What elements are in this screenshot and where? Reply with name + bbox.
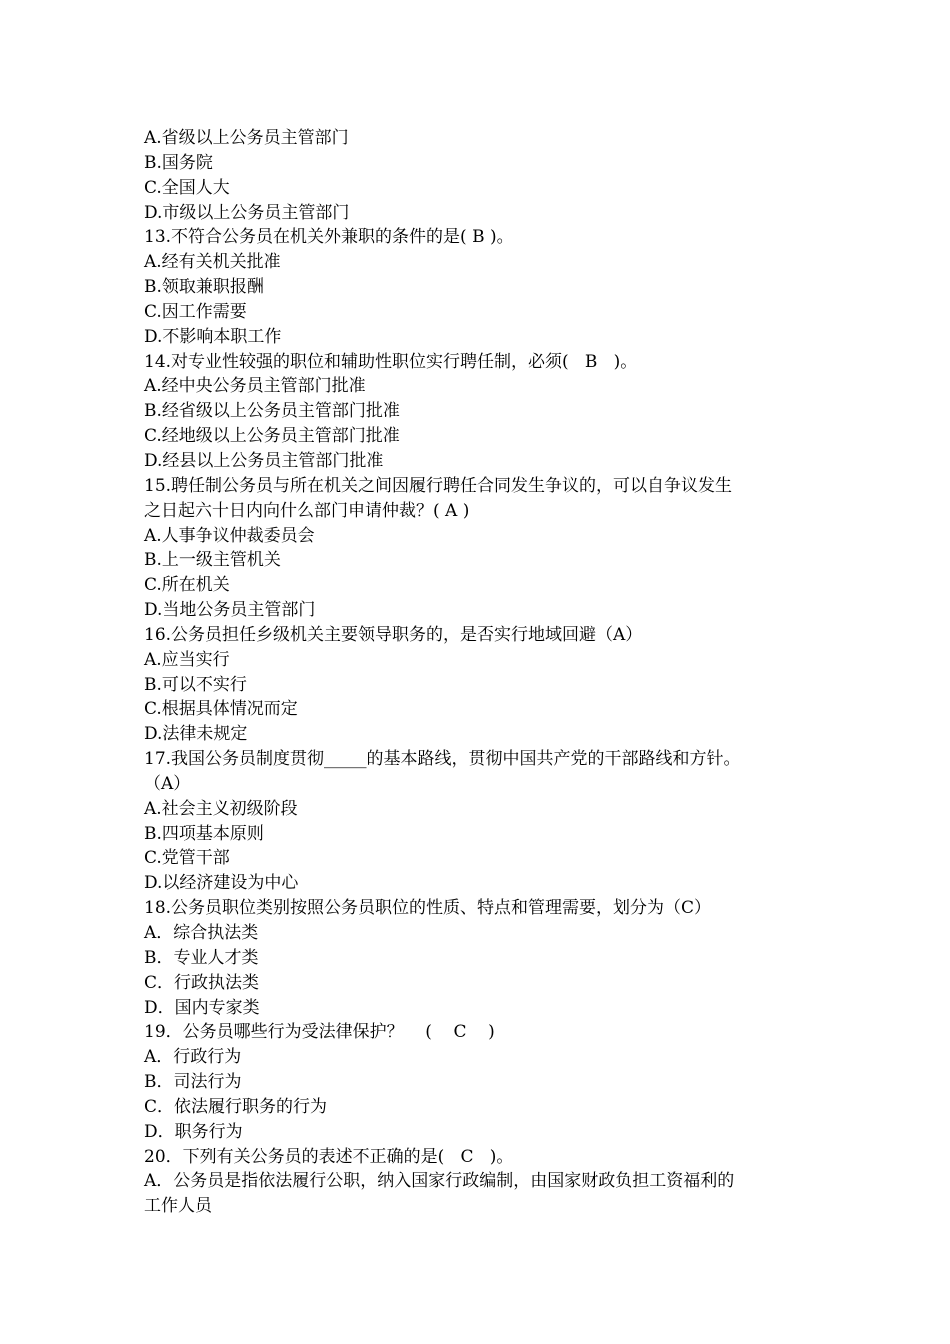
text-line: D.不影响本职工作 <box>144 326 282 347</box>
text-line: C.全国人大 <box>144 177 230 198</box>
text-line: B.上一级主管机关 <box>144 550 281 571</box>
question-15: 15.聘任制公务员与所在机关之间因履行聘任合同发生争议的，可以自争议发生 <box>144 475 733 496</box>
text-line: D．职务行为 <box>144 1121 243 1142</box>
text-line: B.四项基本原则 <box>144 823 264 844</box>
text-line: D.经县以上公务员主管部门批准 <box>144 450 384 471</box>
text-line: A．综合执法类 <box>144 923 259 943</box>
question-13: 13.不符合公务员在机关外兼职的条件的是( B )。 <box>144 227 514 248</box>
text-line: A.应当实行 <box>144 649 230 670</box>
text-line: B．司法行为 <box>144 1072 242 1093</box>
document-page <box>144 126 824 1219</box>
question-16: 16.公务员担任乡级机关主要领导职务的，是否实行地域回避（A） <box>144 624 643 645</box>
text-line: C.根据具体情况而定 <box>144 699 298 720</box>
text-line: C.党管干部 <box>144 848 230 869</box>
text-line: B.可以不实行 <box>144 674 247 695</box>
text-line: D.市级以上公务员主管部门 <box>144 202 350 223</box>
text-line: A．行政行为 <box>144 1047 242 1068</box>
text-line: C．行政执法类 <box>144 972 260 993</box>
question-19: 19．公务员哪些行为受法律保护？ ( C ) <box>144 1022 495 1043</box>
question-14: 14.对专业性较强的职位和辅助性职位实行聘任制，必须( B )。 <box>144 351 638 372</box>
text-line: C.因工作需要 <box>144 301 247 322</box>
question-17: 17.我国公务员制度贯彻_____的基本路线，贯彻中国共产党的干部路线和方针。 <box>144 749 741 770</box>
question-18: 18.公务员职位类别按照公务员职位的性质、特点和管理需要，划分为（C） <box>144 898 712 919</box>
text-line: A．公务员是指依法履行公职，纳入国家行政编制，由国家财政负担工资福利的 <box>144 1171 735 1192</box>
text-line: A.社会主义初级阶段 <box>144 798 298 819</box>
text-line: D.以经济建设为中心 <box>144 873 299 894</box>
text-line: B.领取兼职报酬 <box>144 277 264 298</box>
question-20: 20．下列有关公务员的表述不正确的是( C )。 <box>144 1146 514 1167</box>
text-line: B.经省级以上公务员主管部门批准 <box>144 401 400 422</box>
text-line: B．专业人才类 <box>144 947 259 968</box>
text-line: D.当地公务员主管部门 <box>144 600 316 621</box>
question-17-answer: （A） <box>144 773 191 794</box>
text-line: B.国务院 <box>144 152 213 173</box>
text-line: A.省级以上公务员主管部门 <box>144 128 349 148</box>
text-line: A.人事争议仲裁委员会 <box>144 525 315 546</box>
text-line: D.法律未规定 <box>144 724 248 745</box>
text-line: D．国内专家类 <box>144 997 260 1018</box>
text-line: A.经有关机关批准 <box>144 252 281 273</box>
question-15-cont: 之日起六十日内向什么部门申请仲裁？( A ) <box>144 500 470 521</box>
text-line: C.所在机关 <box>144 575 230 596</box>
text-line: A.经中央公务员主管部门批准 <box>144 376 366 397</box>
text-line: 工作人员 <box>144 1196 212 1217</box>
text-line: C.经地级以上公务员主管部门批准 <box>144 426 400 447</box>
text-line: C．依法履行职务的行为 <box>144 1096 328 1117</box>
